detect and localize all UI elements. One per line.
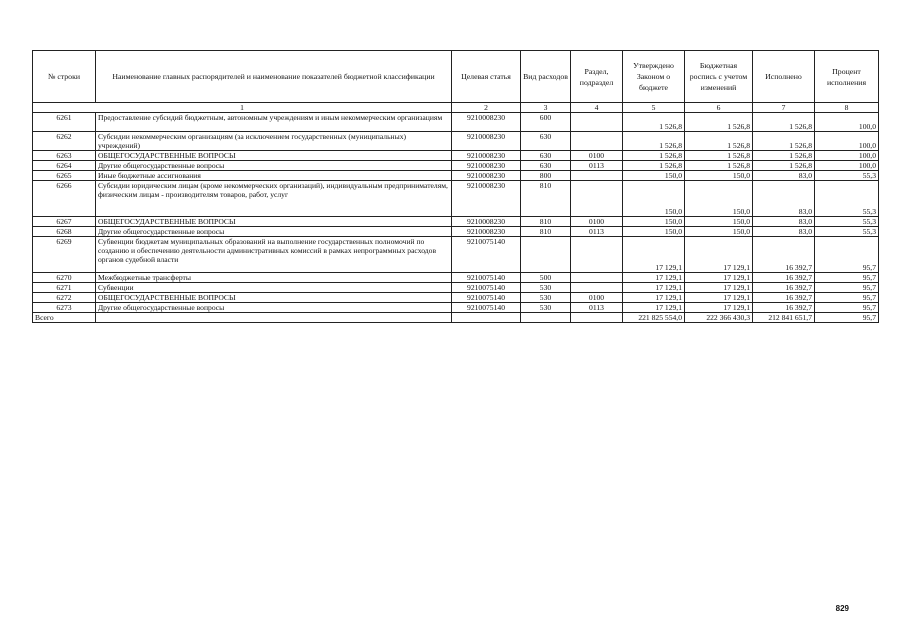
row-section: 0100: [571, 217, 623, 227]
column-number: 5: [623, 103, 685, 113]
row-name: Субвенции: [96, 283, 452, 293]
row-budget-schedule: 1 526,8: [685, 151, 753, 161]
row-section: [571, 273, 623, 283]
row-target-article: 9210008230: [452, 181, 521, 217]
row-budget-schedule: 150,0: [685, 181, 753, 217]
row-name: Субсидии юридическим лицам (кроме некоммерческих организаций), индивидуальным предпринимателям, физическим лицам - производителям товаров, работ, услуг: [96, 181, 452, 217]
row-executed: 83,0: [753, 227, 815, 237]
row-target-article: 9210008230: [452, 171, 521, 181]
row-target-article: 9210008230: [452, 151, 521, 161]
row-section: 0100: [571, 151, 623, 161]
table-row: [33, 161, 879, 171]
row-executed: 16 392,7: [753, 303, 815, 313]
row-approved: 150,0: [623, 171, 685, 181]
row-approved: 150,0: [623, 181, 685, 217]
row-approved: 17 129,1: [623, 283, 685, 293]
row-expense-type: 630: [521, 151, 571, 161]
row-percent: 95,7: [815, 293, 879, 303]
table-row: [33, 283, 879, 293]
row-number: 6271: [33, 283, 96, 293]
row-target-article: 9210075140: [452, 237, 521, 273]
budget-table: [32, 50, 879, 323]
row-expense-type: 600: [521, 113, 571, 132]
total-executed: 212 841 651,7: [753, 313, 815, 323]
row-name: Иные бюджетные ассигнования: [96, 171, 452, 181]
row-section: [571, 171, 623, 181]
row-approved: 1 526,8: [623, 151, 685, 161]
header-row-number: № строки: [33, 51, 96, 103]
row-section: 0113: [571, 161, 623, 171]
row-expense-type: 530: [521, 283, 571, 293]
row-budget-schedule: 150,0: [685, 227, 753, 237]
header-target-article: Целевая статья: [452, 51, 521, 103]
row-target-article: 9210008230: [452, 161, 521, 171]
row-section: [571, 132, 623, 151]
column-number: 3: [521, 103, 571, 113]
row-expense-type: 800: [521, 171, 571, 181]
row-approved: 1 526,8: [623, 161, 685, 171]
row-percent: 95,7: [815, 273, 879, 283]
row-budget-schedule: 1 526,8: [685, 113, 753, 132]
table-header-row: [33, 51, 879, 103]
table-row: [33, 303, 879, 313]
row-budget-schedule: 17 129,1: [685, 283, 753, 293]
row-percent: 95,7: [815, 303, 879, 313]
row-section: [571, 283, 623, 293]
row-target-article: 9210075140: [452, 283, 521, 293]
row-executed: 1 526,8: [753, 113, 815, 132]
row-percent: 100,0: [815, 113, 879, 132]
row-target-article: 9210075140: [452, 303, 521, 313]
row-executed: 1 526,8: [753, 132, 815, 151]
row-section: 0113: [571, 303, 623, 313]
row-percent: 100,0: [815, 151, 879, 161]
header-section: Раздел, подраздел: [571, 51, 623, 103]
total-budget-schedule: 222 366 430,3: [685, 313, 753, 323]
row-name: Субсидии некоммерческим организациям (за исключением государственных (муниципальных) учреждений): [96, 132, 452, 151]
total-row: [33, 313, 879, 323]
row-name: Другие общегосударственные вопросы: [96, 161, 452, 171]
row-name: Межбюджетные трансферты: [96, 273, 452, 283]
total-approved: 221 825 554,0: [623, 313, 685, 323]
row-section: 0113: [571, 227, 623, 237]
row-expense-type: 810: [521, 217, 571, 227]
row-executed: 1 526,8: [753, 151, 815, 161]
row-budget-schedule: 17 129,1: [685, 273, 753, 283]
row-executed: 16 392,7: [753, 237, 815, 273]
table-row: [33, 132, 879, 151]
row-approved: 17 129,1: [623, 303, 685, 313]
row-expense-type: [521, 237, 571, 273]
row-number: 6269: [33, 237, 96, 273]
row-target-article: 9210075140: [452, 293, 521, 303]
table-row: [33, 181, 879, 217]
row-number: 6272: [33, 293, 96, 303]
row-budget-schedule: 150,0: [685, 171, 753, 181]
row-number: 6270: [33, 273, 96, 283]
row-percent: 55,3: [815, 227, 879, 237]
row-expense-type: 630: [521, 132, 571, 151]
row-name: Предоставление субсидий бюджетным, автономным учреждениям и иным некоммерческим организациям: [96, 113, 452, 132]
row-number: 6267: [33, 217, 96, 227]
row-name: ОБЩЕГОСУДАРСТВЕННЫЕ ВОПРОСЫ: [96, 151, 452, 161]
table-body: [33, 113, 879, 313]
row-percent: 95,7: [815, 283, 879, 293]
row-expense-type: 530: [521, 293, 571, 303]
row-executed: 83,0: [753, 171, 815, 181]
row-percent: 100,0: [815, 161, 879, 171]
column-number: 4: [571, 103, 623, 113]
table-row: [33, 237, 879, 273]
row-executed: 1 526,8: [753, 161, 815, 171]
row-number: 6268: [33, 227, 96, 237]
header-budget-schedule: Бюджетная роспись с учетом изменений: [685, 51, 753, 103]
row-number: 6261: [33, 113, 96, 132]
row-approved: 17 129,1: [623, 237, 685, 273]
row-expense-type: 810: [521, 181, 571, 217]
row-approved: 150,0: [623, 217, 685, 227]
row-approved: 1 526,8: [623, 113, 685, 132]
table-row: [33, 113, 879, 132]
row-number: 6265: [33, 171, 96, 181]
column-number-row: [33, 103, 879, 113]
row-number: 6266: [33, 181, 96, 217]
header-name: Наименование главных распорядителей и наименование показателей бюджетной классификации: [96, 51, 452, 103]
row-name: Другие общегосударственные вопросы: [96, 227, 452, 237]
row-number: 6264: [33, 161, 96, 171]
row-percent: 55,3: [815, 171, 879, 181]
row-expense-type: 630: [521, 161, 571, 171]
row-target-article: 9210008230: [452, 227, 521, 237]
row-name: Субвенции бюджетам муниципальных образований на выполнение государственных полномочий по созданию и обеспечению деятельности административных комиссий в рамках непрограммных расходов органов судебной власти: [96, 237, 452, 273]
row-name: Другие общегосударственные вопросы: [96, 303, 452, 313]
total-label: Всего: [33, 313, 96, 323]
row-section: [571, 113, 623, 132]
table-row: [33, 217, 879, 227]
row-number: 6263: [33, 151, 96, 161]
header-expense-type: Вид расходов: [521, 51, 571, 103]
row-name: ОБЩЕГОСУДАРСТВЕННЫЕ ВОПРОСЫ: [96, 293, 452, 303]
row-expense-type: 530: [521, 303, 571, 313]
row-percent: 100,0: [815, 132, 879, 151]
row-expense-type: 810: [521, 227, 571, 237]
row-approved: 1 526,8: [623, 132, 685, 151]
row-expense-type: 500: [521, 273, 571, 283]
row-budget-schedule: 17 129,1: [685, 237, 753, 273]
header-percent: Процент исполнения: [815, 51, 879, 103]
column-number: 8: [815, 103, 879, 113]
row-name: ОБЩЕГОСУДАРСТВЕННЫЕ ВОПРОСЫ: [96, 217, 452, 227]
column-number: 2: [452, 103, 521, 113]
row-budget-schedule: 1 526,8: [685, 132, 753, 151]
row-budget-schedule: 17 129,1: [685, 303, 753, 313]
row-number: 6273: [33, 303, 96, 313]
row-executed: 16 392,7: [753, 293, 815, 303]
row-target-article: 9210008230: [452, 217, 521, 227]
row-approved: 17 129,1: [623, 273, 685, 283]
row-target-article: 9210075140: [452, 273, 521, 283]
row-percent: 95,7: [815, 237, 879, 273]
row-section: [571, 181, 623, 217]
table-row: [33, 293, 879, 303]
row-budget-schedule: 17 129,1: [685, 293, 753, 303]
row-section: [571, 237, 623, 273]
row-approved: 150,0: [623, 227, 685, 237]
row-executed: 16 392,7: [753, 283, 815, 293]
row-percent: 55,3: [815, 217, 879, 227]
column-number: 6: [685, 103, 753, 113]
header-approved: Утверждено Законом о бюджете: [623, 51, 685, 103]
row-executed: 16 392,7: [753, 273, 815, 283]
column-number: 7: [753, 103, 815, 113]
row-percent: 55,3: [815, 181, 879, 217]
row-approved: 17 129,1: [623, 293, 685, 303]
row-number: 6262: [33, 132, 96, 151]
row-section: 0100: [571, 293, 623, 303]
row-target-article: 9210008230: [452, 113, 521, 132]
row-budget-schedule: 150,0: [685, 217, 753, 227]
table-row: [33, 273, 879, 283]
page-number: 829: [835, 604, 849, 613]
table-row: [33, 151, 879, 161]
row-budget-schedule: 1 526,8: [685, 161, 753, 171]
column-number: 1: [33, 103, 452, 113]
total-percent: 95,7: [815, 313, 879, 323]
header-executed: Исполнено: [753, 51, 815, 103]
row-executed: 83,0: [753, 217, 815, 227]
table-row: [33, 171, 879, 181]
row-target-article: 9210008230: [452, 132, 521, 151]
row-executed: 83,0: [753, 181, 815, 217]
table-row: [33, 227, 879, 237]
